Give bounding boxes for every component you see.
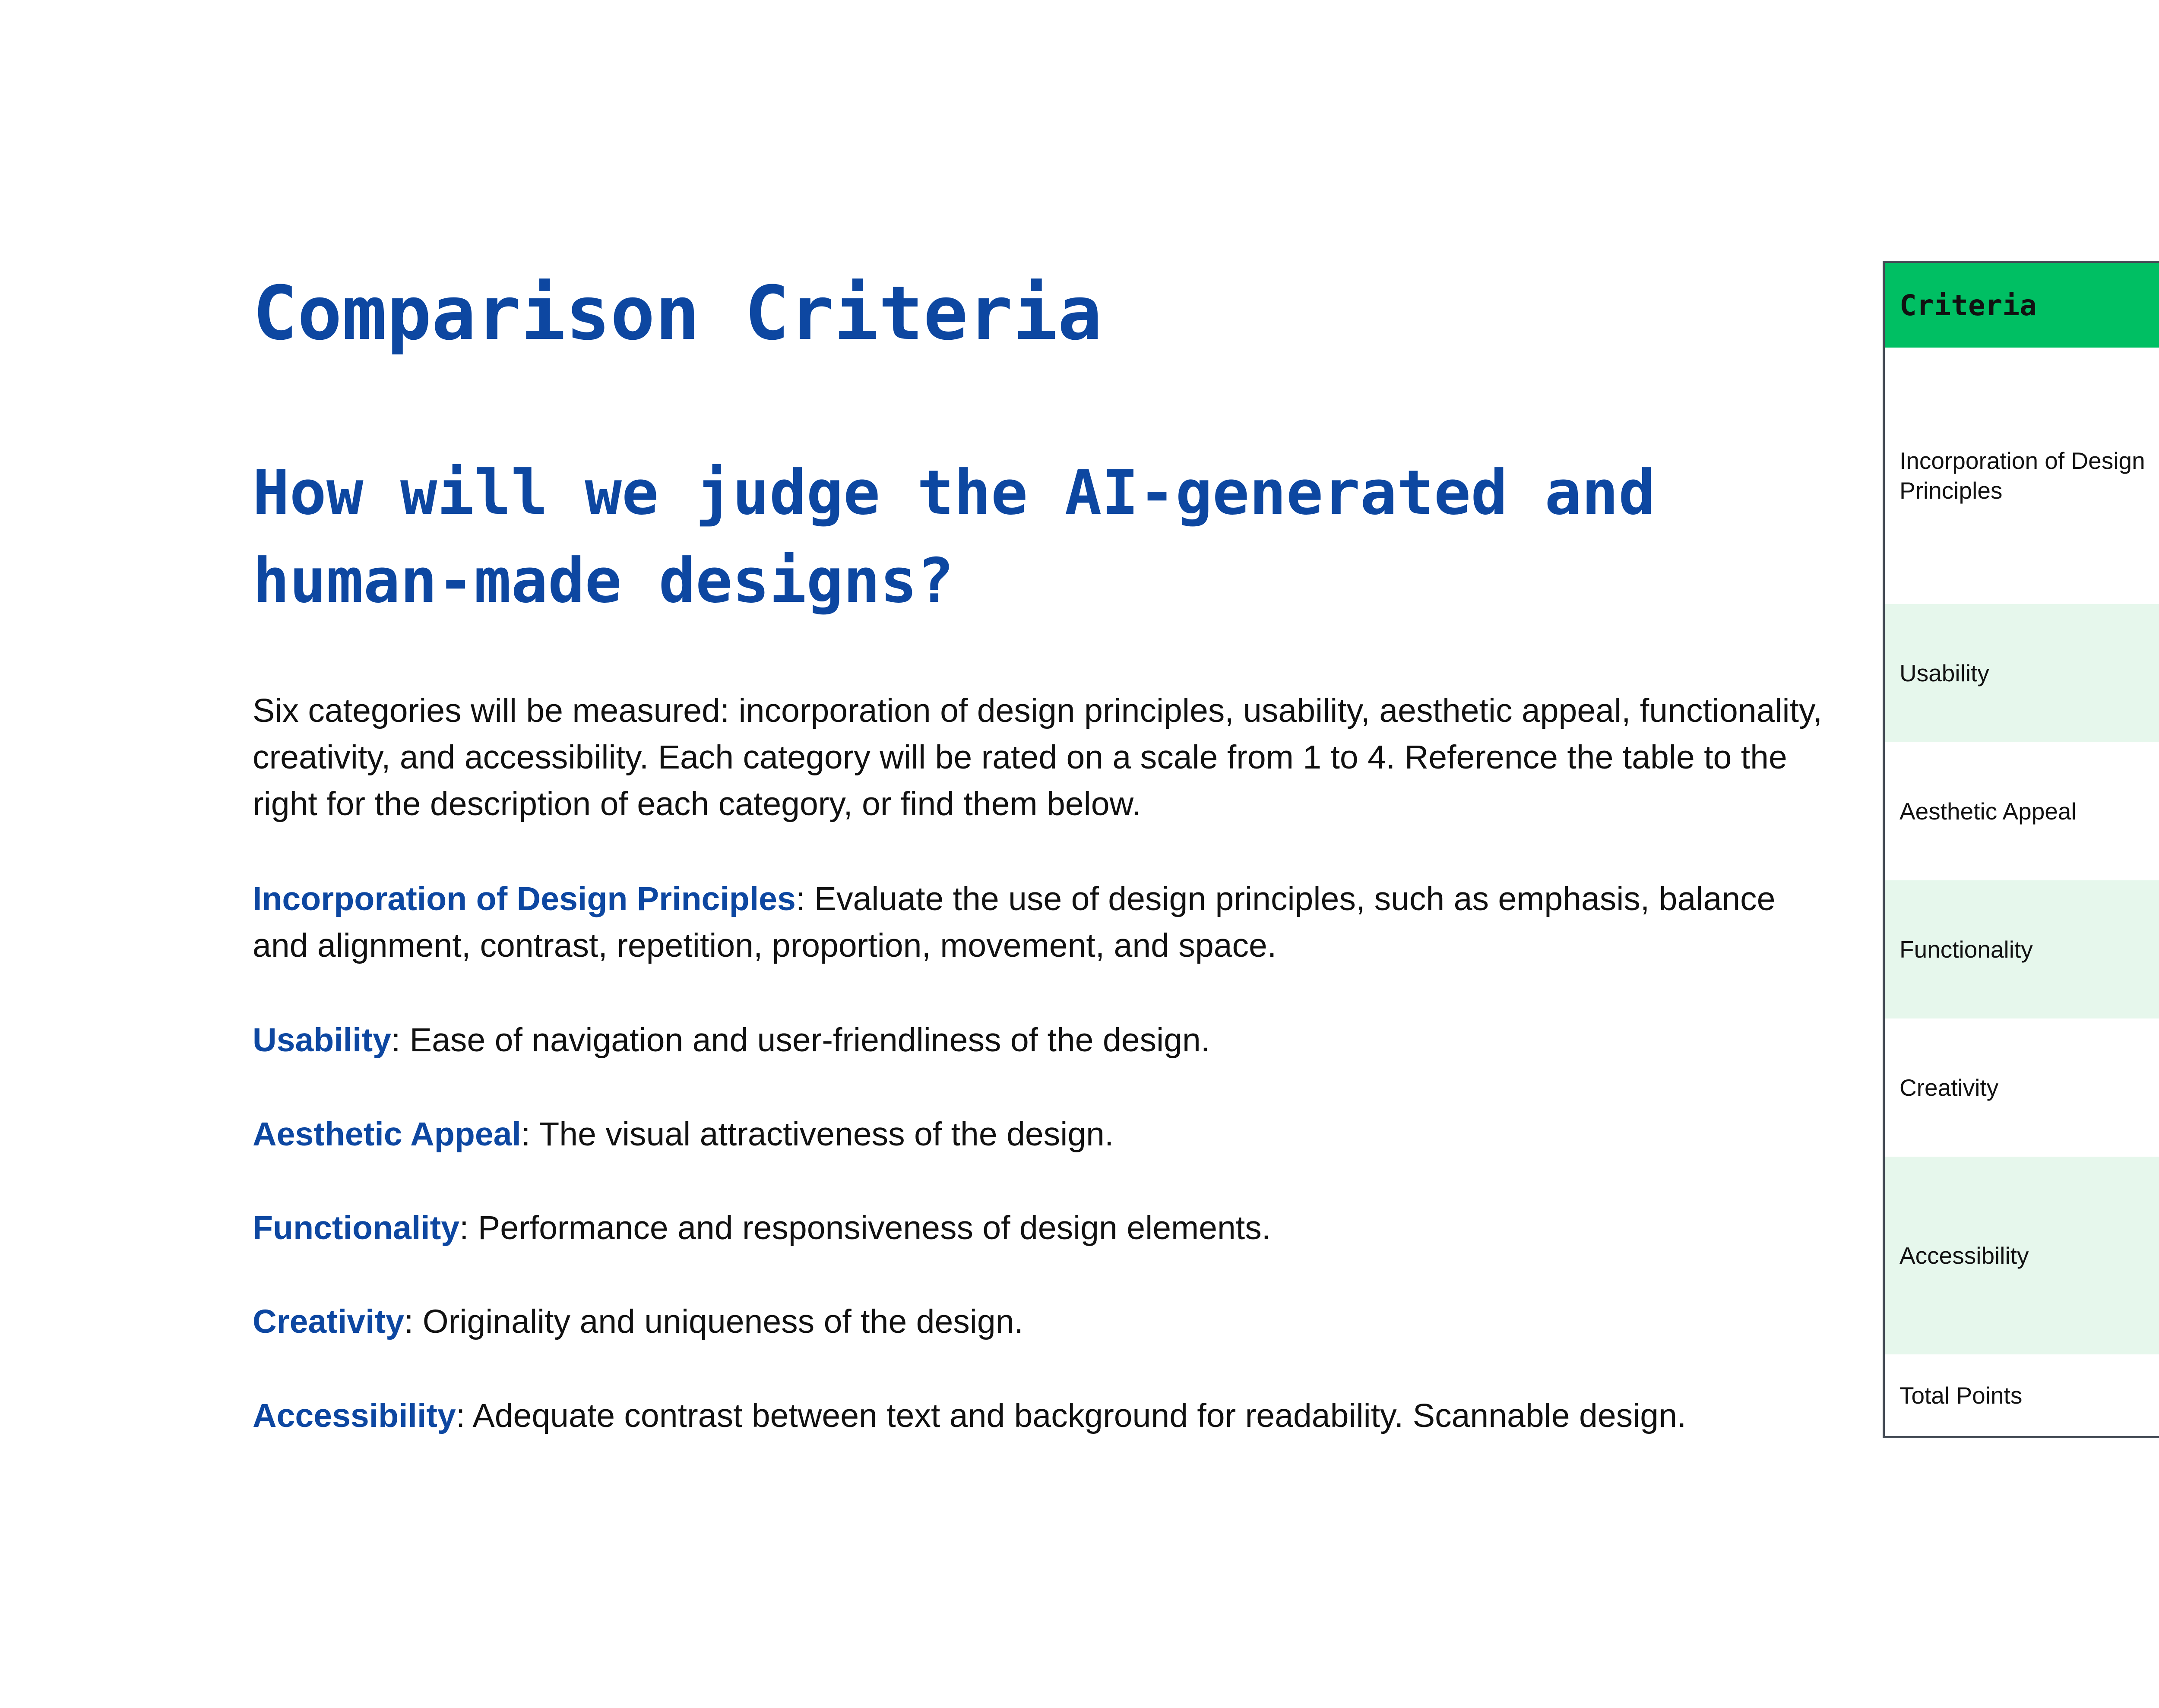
criteria-table	[1883, 261, 2159, 1438]
table-row	[1885, 1157, 2159, 1354]
criteria-desc: : Evaluate the use of design principles, such as emphasis, balance and alignment, contrast, repetition, proportion, movement, and space.	[253, 880, 1776, 964]
cell-criteria: Aesthetic Appeal	[1899, 797, 2077, 825]
table-row	[1885, 1018, 2159, 1157]
table-row	[1885, 880, 2159, 1018]
criteria-term: Creativity	[253, 1303, 404, 1340]
cell-criteria: Usability	[1885, 604, 2159, 742]
criteria-desc: : Performance and responsiveness of design elements.	[459, 1209, 1271, 1246]
cell-criteria: Accessibility	[1885, 1157, 2159, 1354]
criteria-desc: : Originality and uniqueness of the design.	[404, 1303, 1023, 1340]
criteria-paragraph-usability	[253, 1017, 1824, 1063]
table-total-row	[1885, 1354, 2159, 1436]
cell-criteria: Incorporation of Design Principles	[1899, 447, 2145, 504]
table-header-row	[1885, 263, 2159, 348]
table-row	[1885, 604, 2159, 742]
cell-criteria: Creativity	[1899, 1074, 1999, 1101]
table-row	[1885, 348, 2159, 604]
cell-criteria: Functionality	[1885, 880, 2159, 1018]
intro-paragraph: Six categories will be measured: incorporation of design principles, usability, aesthetic appeal, functionality, creativity, and accessibility. Each category will be rated on a scale from 1 to 4. Reference the table to the right for the description of each category, or find them below.	[253, 692, 1823, 822]
criteria-desc: : The visual attractiveness of the design.	[521, 1116, 1114, 1153]
page-title: Comparison Criteria	[253, 270, 1102, 357]
criteria-paragraph-aesthetic-appeal	[253, 1111, 1824, 1158]
criteria-term: Aesthetic Appeal	[253, 1116, 521, 1153]
total-label: Total Points	[1899, 1382, 2023, 1409]
column-header-criteria: Criteria	[1885, 263, 2159, 348]
table-row	[1885, 742, 2159, 880]
criteria-term: Functionality	[253, 1209, 460, 1246]
page-subtitle: How will we judge the AI-generated and human-made designs?	[253, 457, 1656, 617]
criteria-paragraph-design-principles	[253, 876, 1824, 969]
criteria-term: Usability	[253, 1022, 391, 1059]
criteria-desc: : Ease of navigation and user-friendliness of the design.	[391, 1022, 1210, 1059]
criteria-term: Accessibility	[253, 1397, 456, 1434]
criteria-paragraph-creativity	[253, 1298, 1824, 1345]
criteria-term: Incorporation of Design Principles	[253, 880, 796, 917]
criteria-paragraph-accessibility	[253, 1392, 1824, 1439]
criteria-desc: : Adequate contrast between text and background for readability. Scannable design.	[456, 1397, 1687, 1434]
criteria-paragraph-functionality	[253, 1205, 1824, 1251]
